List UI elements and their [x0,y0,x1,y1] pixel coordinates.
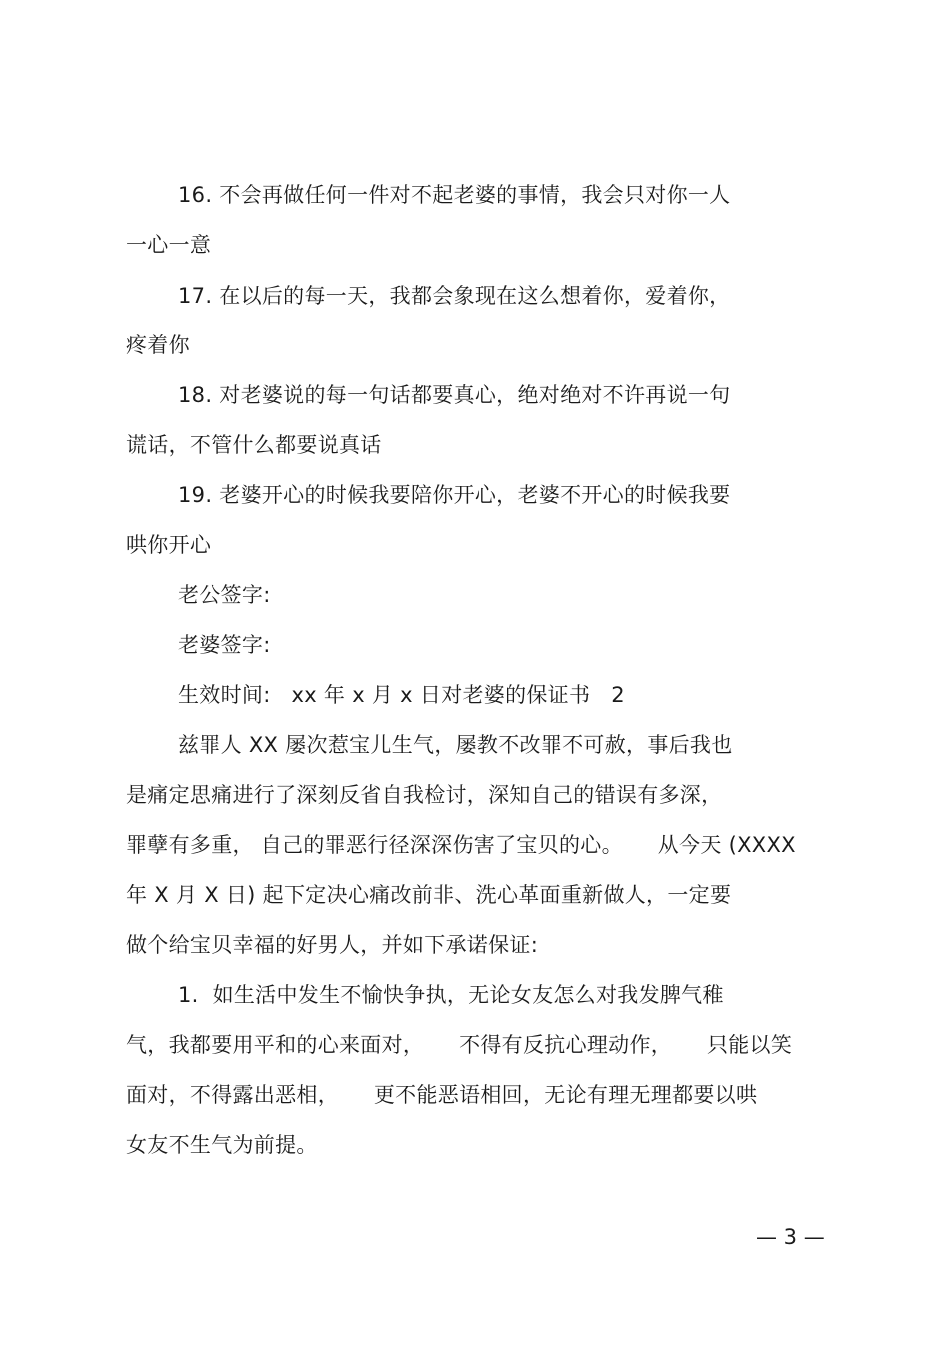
paragraph-line: 气，我都要用平和的心来面对， 不得有反抗心理动作， 只能以笑 [126,1033,793,1057]
page-number: — 3 — [756,1225,825,1249]
paragraph-line: 16. 不会再做任何一件对不起老婆的事情，我会只对你一人 [178,183,731,207]
paragraph-line: 哄你开心 [126,533,212,557]
paragraph-line: 18. 对老婆说的每一句话都要真心，绝对绝对不许再说一句 [178,383,731,407]
paragraph-line: 年 X 月 X 日) 起下定决心痛改前非、洗心革面重新做人，一定要 [126,883,732,907]
paragraph-line: 19. 老婆开心的时候我要陪你开心，老婆不开心的时候我要 [178,483,731,507]
wife-signature-label: 老婆签字: [178,633,271,657]
paragraph-line: 面对，不得露出恶相， 更不能恶语相回，无论有理无理都要以哄 [126,1083,758,1107]
paragraph-line: 17. 在以后的每一天，我都会象现在这么想着你，爱着你， [178,284,731,308]
paragraph-line: 疼着你 [126,333,190,357]
effective-date-line: 生效时间: xx 年 x 月 x 日对老婆的保证书 2 [178,683,625,707]
paragraph-line: 谎话，不管什么都要说真话 [126,433,382,457]
paragraph-line: 是痛定思痛进行了深刻反省自我检讨，深知自己的错误有多深， [126,783,723,807]
paragraph-line: 1. 如生活中发生不愉快争执，无论女友怎么对我发脾气稚 [178,983,724,1007]
paragraph-line: 罪孽有多重， 自己的罪恶行径深深伤害了宝贝的心。 从今天 (XXXX [126,833,796,857]
paragraph-line: 兹罪人 XX 屡次惹宝儿生气，屡教不改罪不可赦，事后我也 [178,733,733,757]
paragraph-line: 女友不生气为前提。 [126,1133,318,1157]
paragraph-line: 做个给宝贝幸福的好男人，并如下承诺保证: [126,933,539,957]
paragraph-line: 一心一意 [126,233,212,257]
husband-signature-label: 老公签字: [178,583,271,607]
